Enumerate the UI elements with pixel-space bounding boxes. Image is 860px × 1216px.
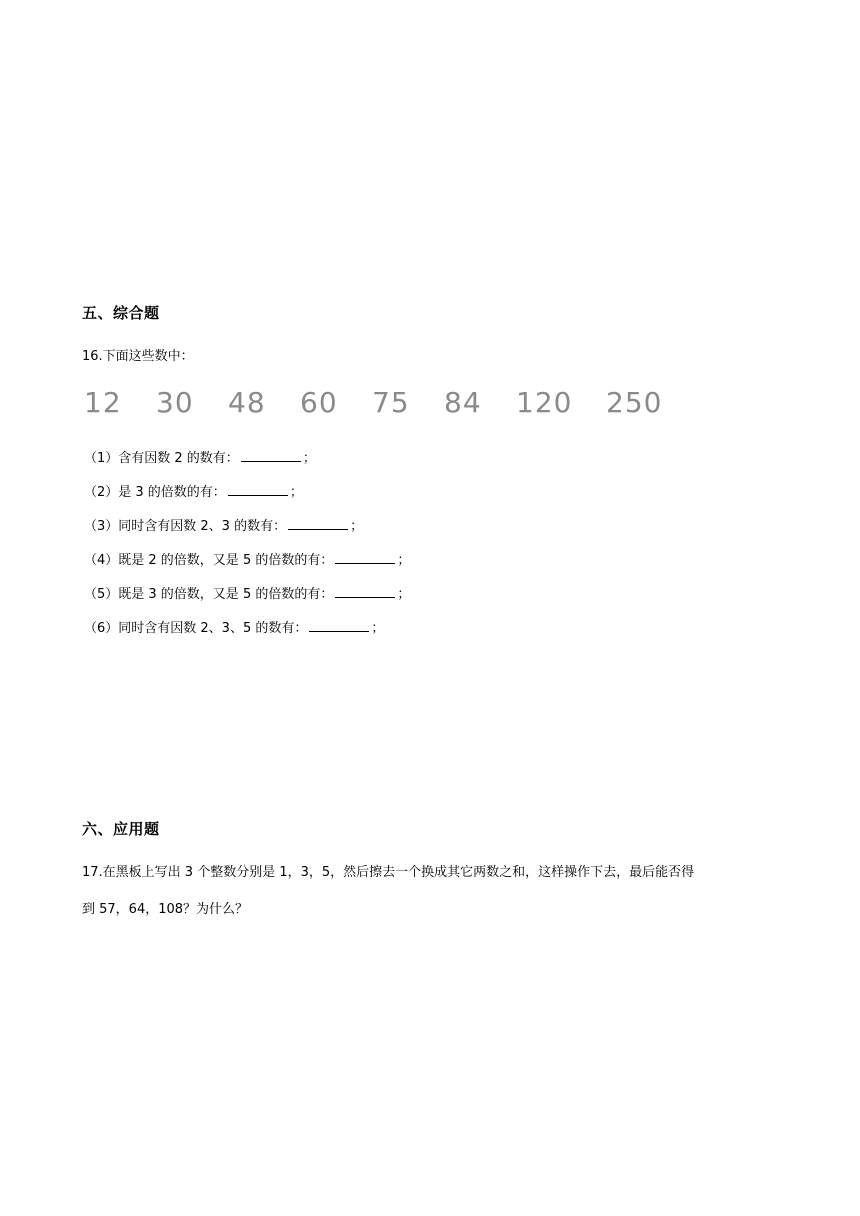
sub-question-2 [84,481,303,500]
sub-question-1 [84,447,316,466]
question-17-line-1: 17.在黑板上写出 3 个整数分别是 1，3，5，然后擦去一个换成其它两数之和，这样操作下去，最后能否得 [82,865,695,880]
section-heading-comprehensive: 五、综合题 [82,304,160,322]
number-item: 48 [228,386,266,419]
answer-blank[interactable] [309,619,369,632]
number-item: 12 [84,386,122,419]
section-heading-application: 六、应用题 [82,820,160,838]
answer-blank[interactable] [335,585,395,598]
sub-question-3 [84,515,363,534]
sub-question-5 [84,583,410,602]
sub-question-4 [84,549,410,568]
sub-question-end: ； [350,519,364,534]
sub-question-end: ； [302,451,316,466]
sub-question-label: （1）含有因数 2 的数有： [84,451,239,466]
question-17-line-2: 到 57，64，108？为什么？ [82,902,249,917]
answer-blank[interactable] [241,449,301,462]
number-item: 75 [372,386,410,419]
sub-question-end: ； [371,621,385,636]
sub-question-end: ； [397,553,411,568]
sub-question-label: （5）既是 3 的倍数，又是 5 的倍数的有： [84,587,334,602]
numbers-list [84,386,684,426]
number-item: 250 [606,386,663,419]
sub-question-end: ； [397,587,411,602]
sub-question-end: ； [289,485,303,500]
number-item: 30 [156,386,194,419]
answer-blank[interactable] [288,517,348,530]
number-item: 84 [444,386,482,419]
sub-question-6 [84,617,384,636]
answer-blank[interactable] [335,551,395,564]
sub-question-label: （6）同时含有因数 2、3、5 的数有： [84,621,308,636]
answer-blank[interactable] [228,483,288,496]
sub-question-label: （3）同时含有因数 2、3 的数有： [84,519,287,534]
sub-question-label: （4）既是 2 的倍数，又是 5 的倍数的有： [84,553,334,568]
question-16-prompt: 16.下面这些数中： [82,349,194,364]
sub-question-label: （2）是 3 的倍数的有： [84,485,226,500]
number-item: 60 [300,386,338,419]
number-item: 120 [516,386,573,419]
